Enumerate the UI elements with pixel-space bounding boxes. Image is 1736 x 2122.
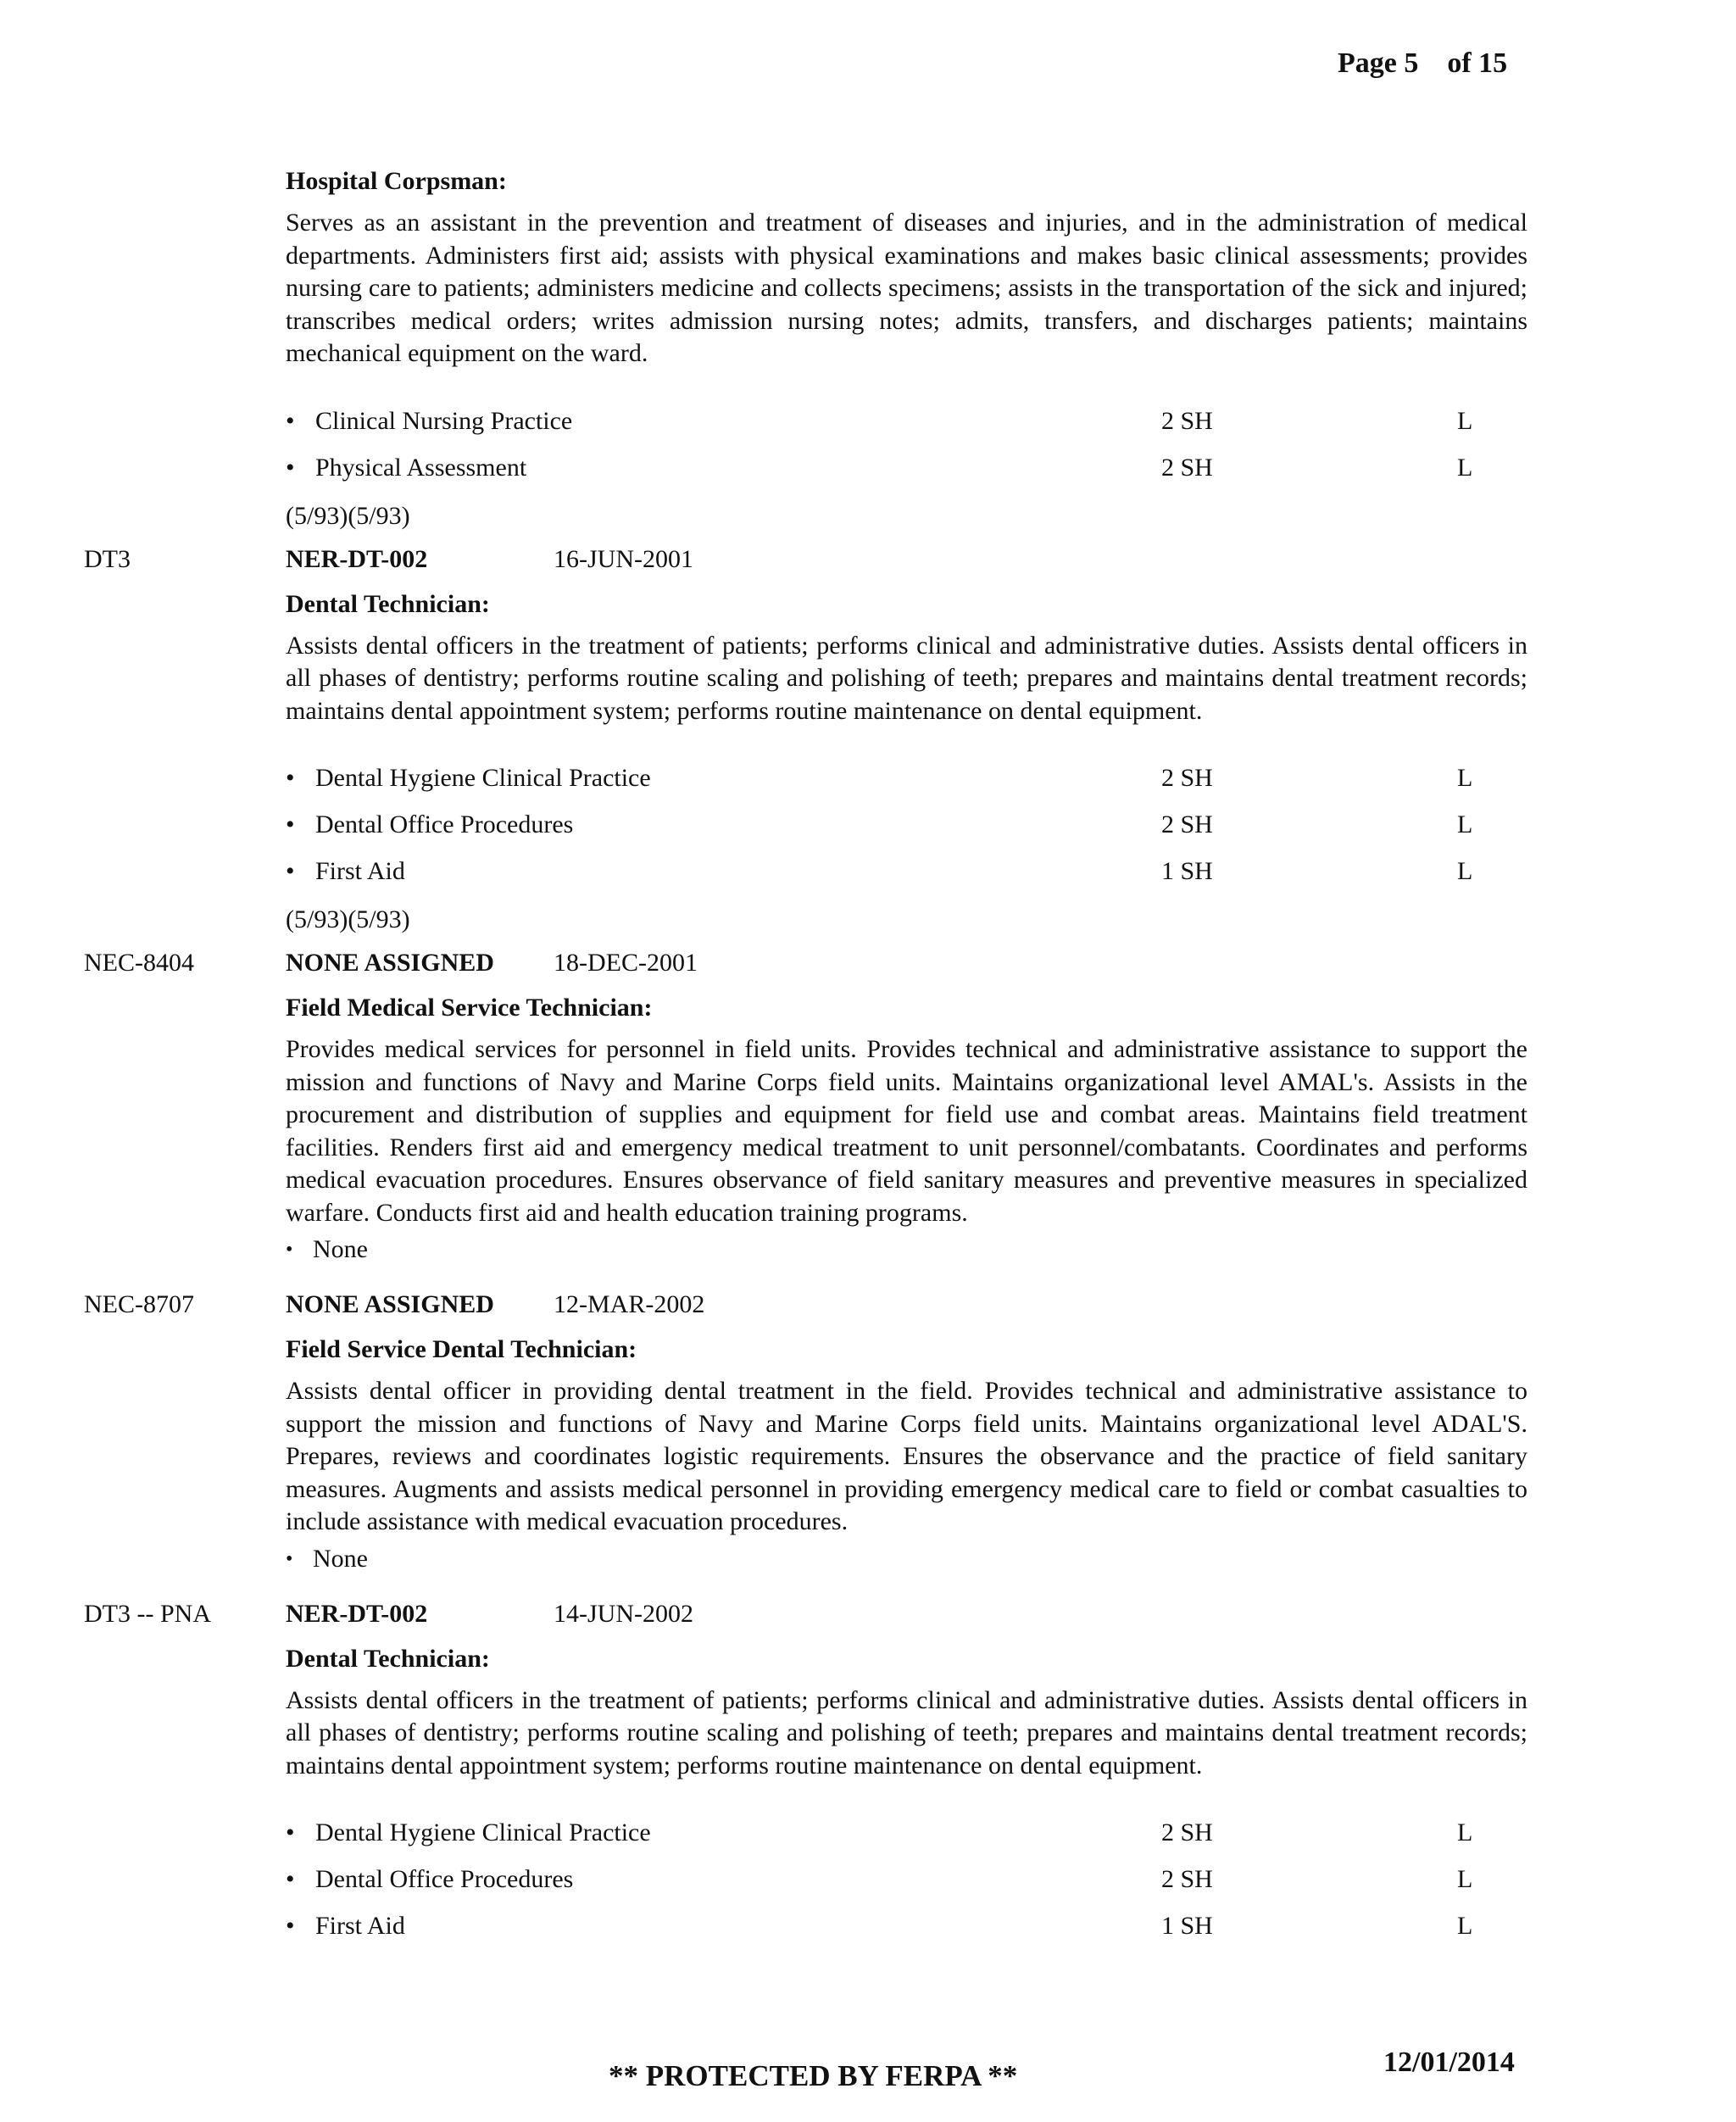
bullet-icon: •: [286, 857, 295, 885]
entry-title: Dental Technician:: [286, 589, 490, 618]
entry-dt3-pna: [84, 1598, 1542, 1950]
credit-item: [286, 1809, 1527, 1856]
bullet-icon: •: [286, 810, 295, 838]
entry-heading: [286, 1289, 1527, 1326]
entry-dt3: [84, 543, 1542, 939]
course-id: NONE ASSIGNED: [286, 1290, 494, 1318]
bullet-icon: •: [286, 1818, 295, 1846]
entry-heading: [286, 1598, 1527, 1635]
page-number: Page 5 of 15: [1338, 47, 1508, 79]
print-date: 12/01/2014: [1383, 2047, 1515, 2078]
item-credits: 1 SH: [1161, 1912, 1213, 1940]
bullet-icon: •: [286, 764, 295, 792]
credit-item: [286, 1856, 1527, 1902]
entry-description: Assists dental officer in providing dental treatment in the field. Provides technical and administrative assistance to support the mission and functions of Navy and Marine Corps field units. Maintains organizational level ADAL'S. Prepares, reviews and coordinates logistic requirements. Ensures the observance and the practice of field sanitary measures. Augments and assists medical personnel in providing emergency medical care to field or combat casualties to include assistance with medical evacuation procedures.: [286, 1377, 1527, 1535]
entry-date: 18-DEC-2001: [554, 949, 698, 977]
dates-note: (5/93)(5/93): [286, 501, 410, 530]
item-level: L: [1457, 1912, 1473, 1940]
item-name: Dental Office Procedures: [315, 1865, 574, 1893]
course-id: NER-DT-002: [286, 544, 428, 573]
item-credits: 2 SH: [1161, 764, 1213, 792]
bullet-icon: •: [286, 1865, 295, 1893]
entry-title: Hospital Corpsman:: [286, 167, 507, 195]
item-name: None: [313, 1235, 368, 1263]
item-level: L: [1457, 453, 1473, 482]
entry-heading: [286, 947, 1527, 984]
item-name: First Aid: [315, 1912, 405, 1940]
item-name: First Aid: [315, 857, 405, 885]
entry-description: Assists dental officers in the treatment of patients; performs clinical and administrative duties. Assists dental officers in all phases of dentistry; performs routine scaling and polishing of teeth; prepares and maintains dental treatment records; maintains dental appointment system; performs routine maintenance on dental equipment.: [286, 1685, 1527, 1779]
credit-item: [286, 444, 1527, 491]
item-level: L: [1457, 406, 1473, 435]
item-credits: 2 SH: [1161, 406, 1213, 435]
entry-code: DT3: [84, 544, 131, 573]
course-id: NONE ASSIGNED: [286, 949, 494, 977]
item-credits: 2 SH: [1161, 453, 1213, 482]
entry-description: Serves as an assistant in the prevention and treatment of diseases and injuries, and in the administration of medical departments. Administers first aid; assists with physical examinations and makes basic clinical assessments; provides nursing care to patients; administers medicine and collects specimens; assists in the transportation of the sick and injured; transcribes medical orders; writes admission nursing notes; admits, transfers, and discharges patients; maintains mechanical equipment on the ward.: [286, 209, 1527, 367]
item-level: L: [1457, 1865, 1473, 1893]
entry-title: Dental Technician:: [286, 1644, 490, 1673]
entry-code: NEC-8707: [84, 1290, 194, 1318]
item-level: L: [1457, 857, 1473, 885]
none-item: [286, 1231, 1527, 1268]
ferpa-notice: ** PROTECTED BY FERPA **: [609, 2059, 1018, 2092]
bullet-icon: •: [286, 453, 295, 482]
item-level: L: [1457, 764, 1473, 792]
bullet-icon: •: [286, 1912, 295, 1940]
entry-date: 16-JUN-2001: [554, 544, 693, 573]
bullet-icon: •: [286, 1239, 293, 1261]
dates-note: (5/93)(5/93): [286, 905, 410, 933]
entry-title: Field Service Dental Technician:: [286, 1335, 637, 1363]
item-level: L: [1457, 810, 1473, 838]
entry-date: 14-JUN-2002: [554, 1599, 693, 1628]
course-id: NER-DT-002: [286, 1599, 428, 1628]
item-name: None: [313, 1544, 368, 1573]
credit-item: [286, 801, 1527, 848]
entry-hospital-corpsman: [84, 163, 1542, 535]
item-credits: 2 SH: [1161, 1818, 1213, 1846]
item-credits: 2 SH: [1161, 1865, 1213, 1893]
credit-item: [286, 1902, 1527, 1949]
bullet-icon: •: [286, 1547, 293, 1570]
entry-nec-8707: [84, 1289, 1542, 1578]
item-name: Clinical Nursing Practice: [315, 406, 573, 435]
transcript-body: [84, 163, 1542, 1954]
entry-heading: [286, 543, 1527, 581]
item-name: Dental Hygiene Clinical Practice: [315, 764, 651, 792]
item-credits: 1 SH: [1161, 857, 1213, 885]
item-credits: 2 SH: [1161, 810, 1213, 838]
bullet-icon: •: [286, 406, 295, 435]
item-name: Dental Office Procedures: [315, 810, 574, 838]
item-name: Physical Assessment: [315, 453, 527, 482]
credit-item: [286, 848, 1527, 894]
item-name: Dental Hygiene Clinical Practice: [315, 1818, 651, 1846]
entry-code: NEC-8404: [84, 949, 194, 977]
entry-code: DT3 -- PNA: [84, 1599, 211, 1628]
credit-item: [286, 398, 1527, 444]
item-level: L: [1457, 1818, 1473, 1846]
entry-description: Assists dental officers in the treatment of patients; performs clinical and administrative duties. Assists dental officers in all phases of dentistry; performs routine scaling and polishing of teeth; prepares and maintains dental treatment records; maintains dental appointment system; performs routine maintenance on dental equipment.: [286, 631, 1527, 725]
entry-date: 12-MAR-2002: [554, 1290, 705, 1318]
entry-description: Provides medical services for personnel in field units. Provides technical and administrative assistance to support the mission and functions of Navy and Marine Corps field units. Maintains organizational level AMAL's. Assists in the procurement and distribution of supplies and equipment for field use and combat areas. Maintains field treatment facilities. Renders first aid and emergency medical treatment to unit personnel/combatants. Coordinates and performs medical evacuation procedures. Ensures observance of field sanitary measures and preventive measures in specialized warfare. Conducts first aid and health education training programs.: [286, 1035, 1527, 1227]
credit-item: [286, 755, 1527, 801]
entry-nec-8404: [84, 947, 1542, 1268]
entry-title: Field Medical Service Technician:: [286, 994, 653, 1022]
none-item: [286, 1540, 1527, 1578]
